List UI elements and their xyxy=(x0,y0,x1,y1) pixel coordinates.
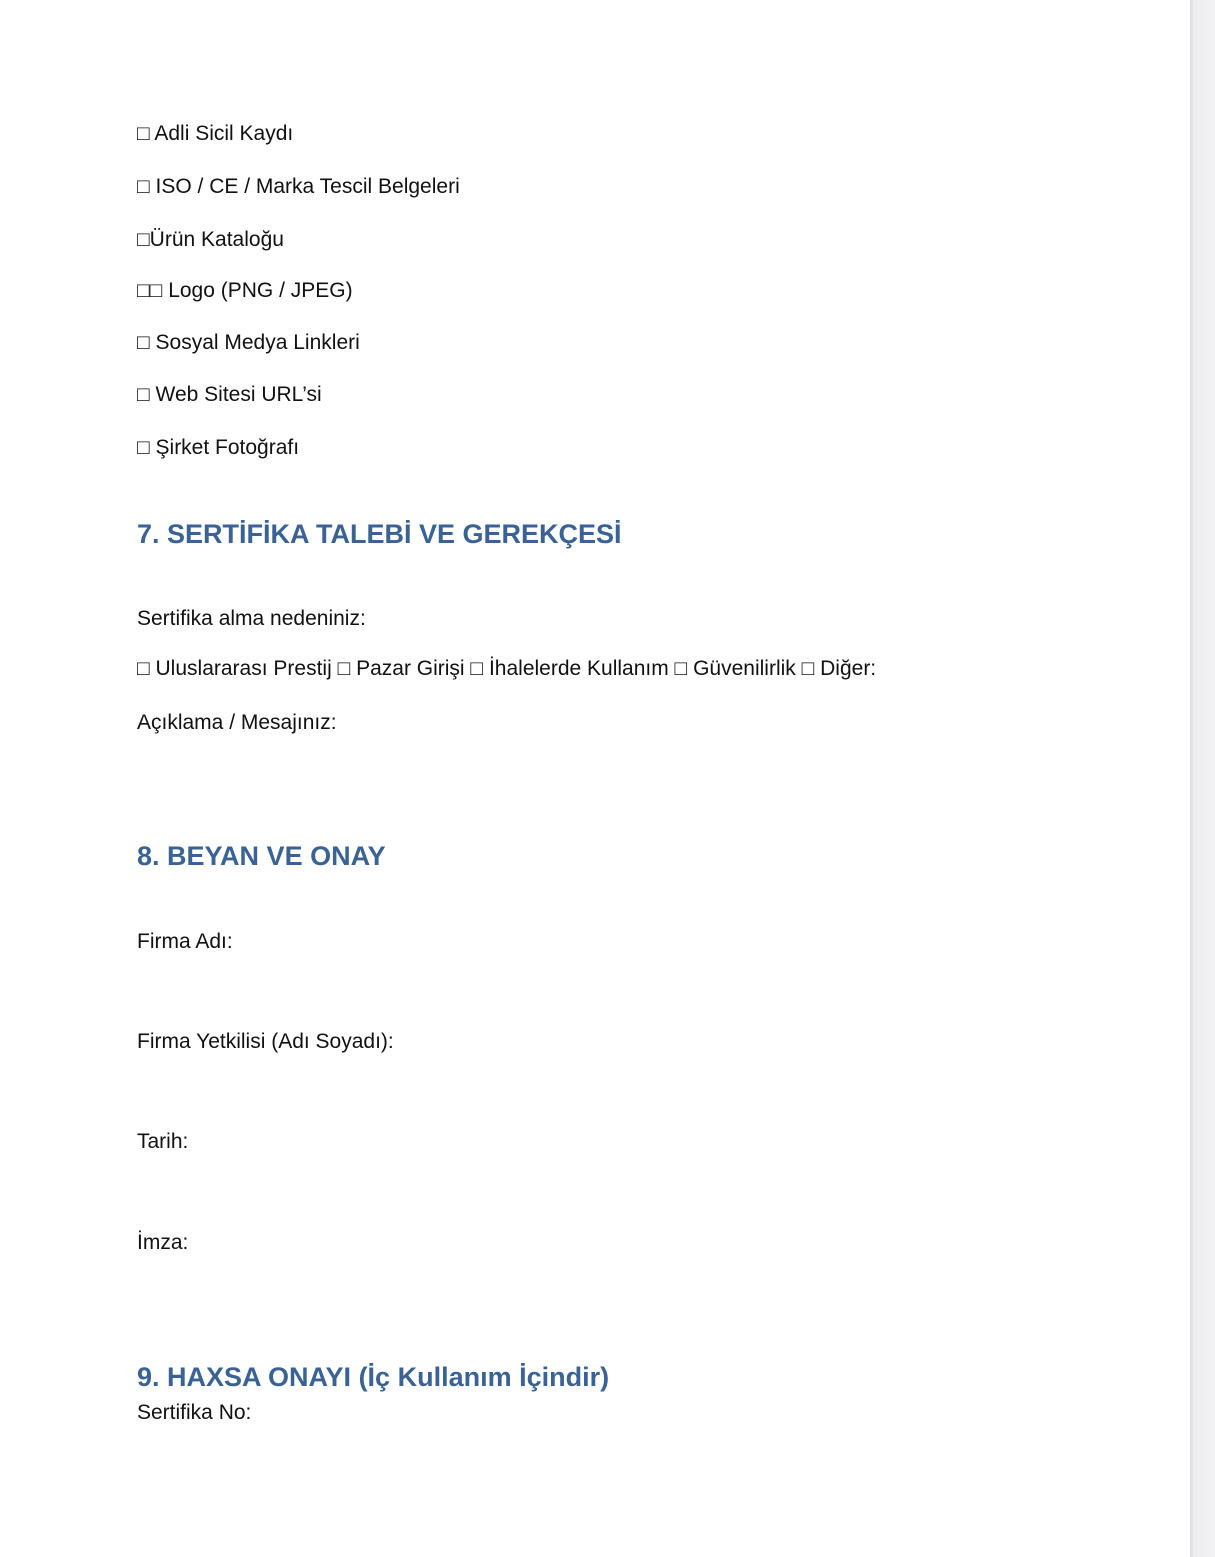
viewer-side-gutter xyxy=(1190,0,1215,1557)
date-label: Tarih: xyxy=(137,1130,189,1153)
certificate-reason-options: □ Uluslararası Prestij □ Pazar Girişi □ İhalelerde Kullanım □ Güvenilirlik □ Diğer: xyxy=(137,657,877,680)
message-label: Açıklama / Mesajınız: xyxy=(137,711,337,734)
checklist-item-company-photo: □ Şirket Fotoğrafı xyxy=(137,436,300,459)
certificate-number-label: Sertifika No: xyxy=(137,1401,252,1424)
checklist-item-product-catalog: □Ürün Kataloğu xyxy=(137,228,284,251)
checklist-item-website: □ Web Sitesi URL’si xyxy=(137,383,322,406)
checklist-item-certificates: □ ISO / CE / Marka Tescil Belgeleri xyxy=(137,175,460,198)
checklist-item-logo: □□ Logo (PNG / JPEG) xyxy=(137,279,353,302)
section-7-heading: 7. SERTİFİKA TALEBİ VE GEREKÇESİ xyxy=(137,519,622,549)
signature-label: İmza: xyxy=(137,1231,189,1254)
checklist-item-social-media: □ Sosyal Medya Linkleri xyxy=(137,331,360,354)
checklist-item-criminal-record: □ Adli Sicil Kaydı xyxy=(137,122,294,145)
section-9-heading: 9. HAXSA ONAYI (İç Kullanım İçindir) xyxy=(137,1362,610,1392)
company-name-label: Firma Adı: xyxy=(137,930,233,953)
section-8-heading: 8. BEYAN VE ONAY xyxy=(137,841,386,871)
company-authority-label: Firma Yetkilisi (Adı Soyadı): xyxy=(137,1030,394,1053)
certificate-reason-label: Sertifika alma nedeniniz: xyxy=(137,607,366,630)
